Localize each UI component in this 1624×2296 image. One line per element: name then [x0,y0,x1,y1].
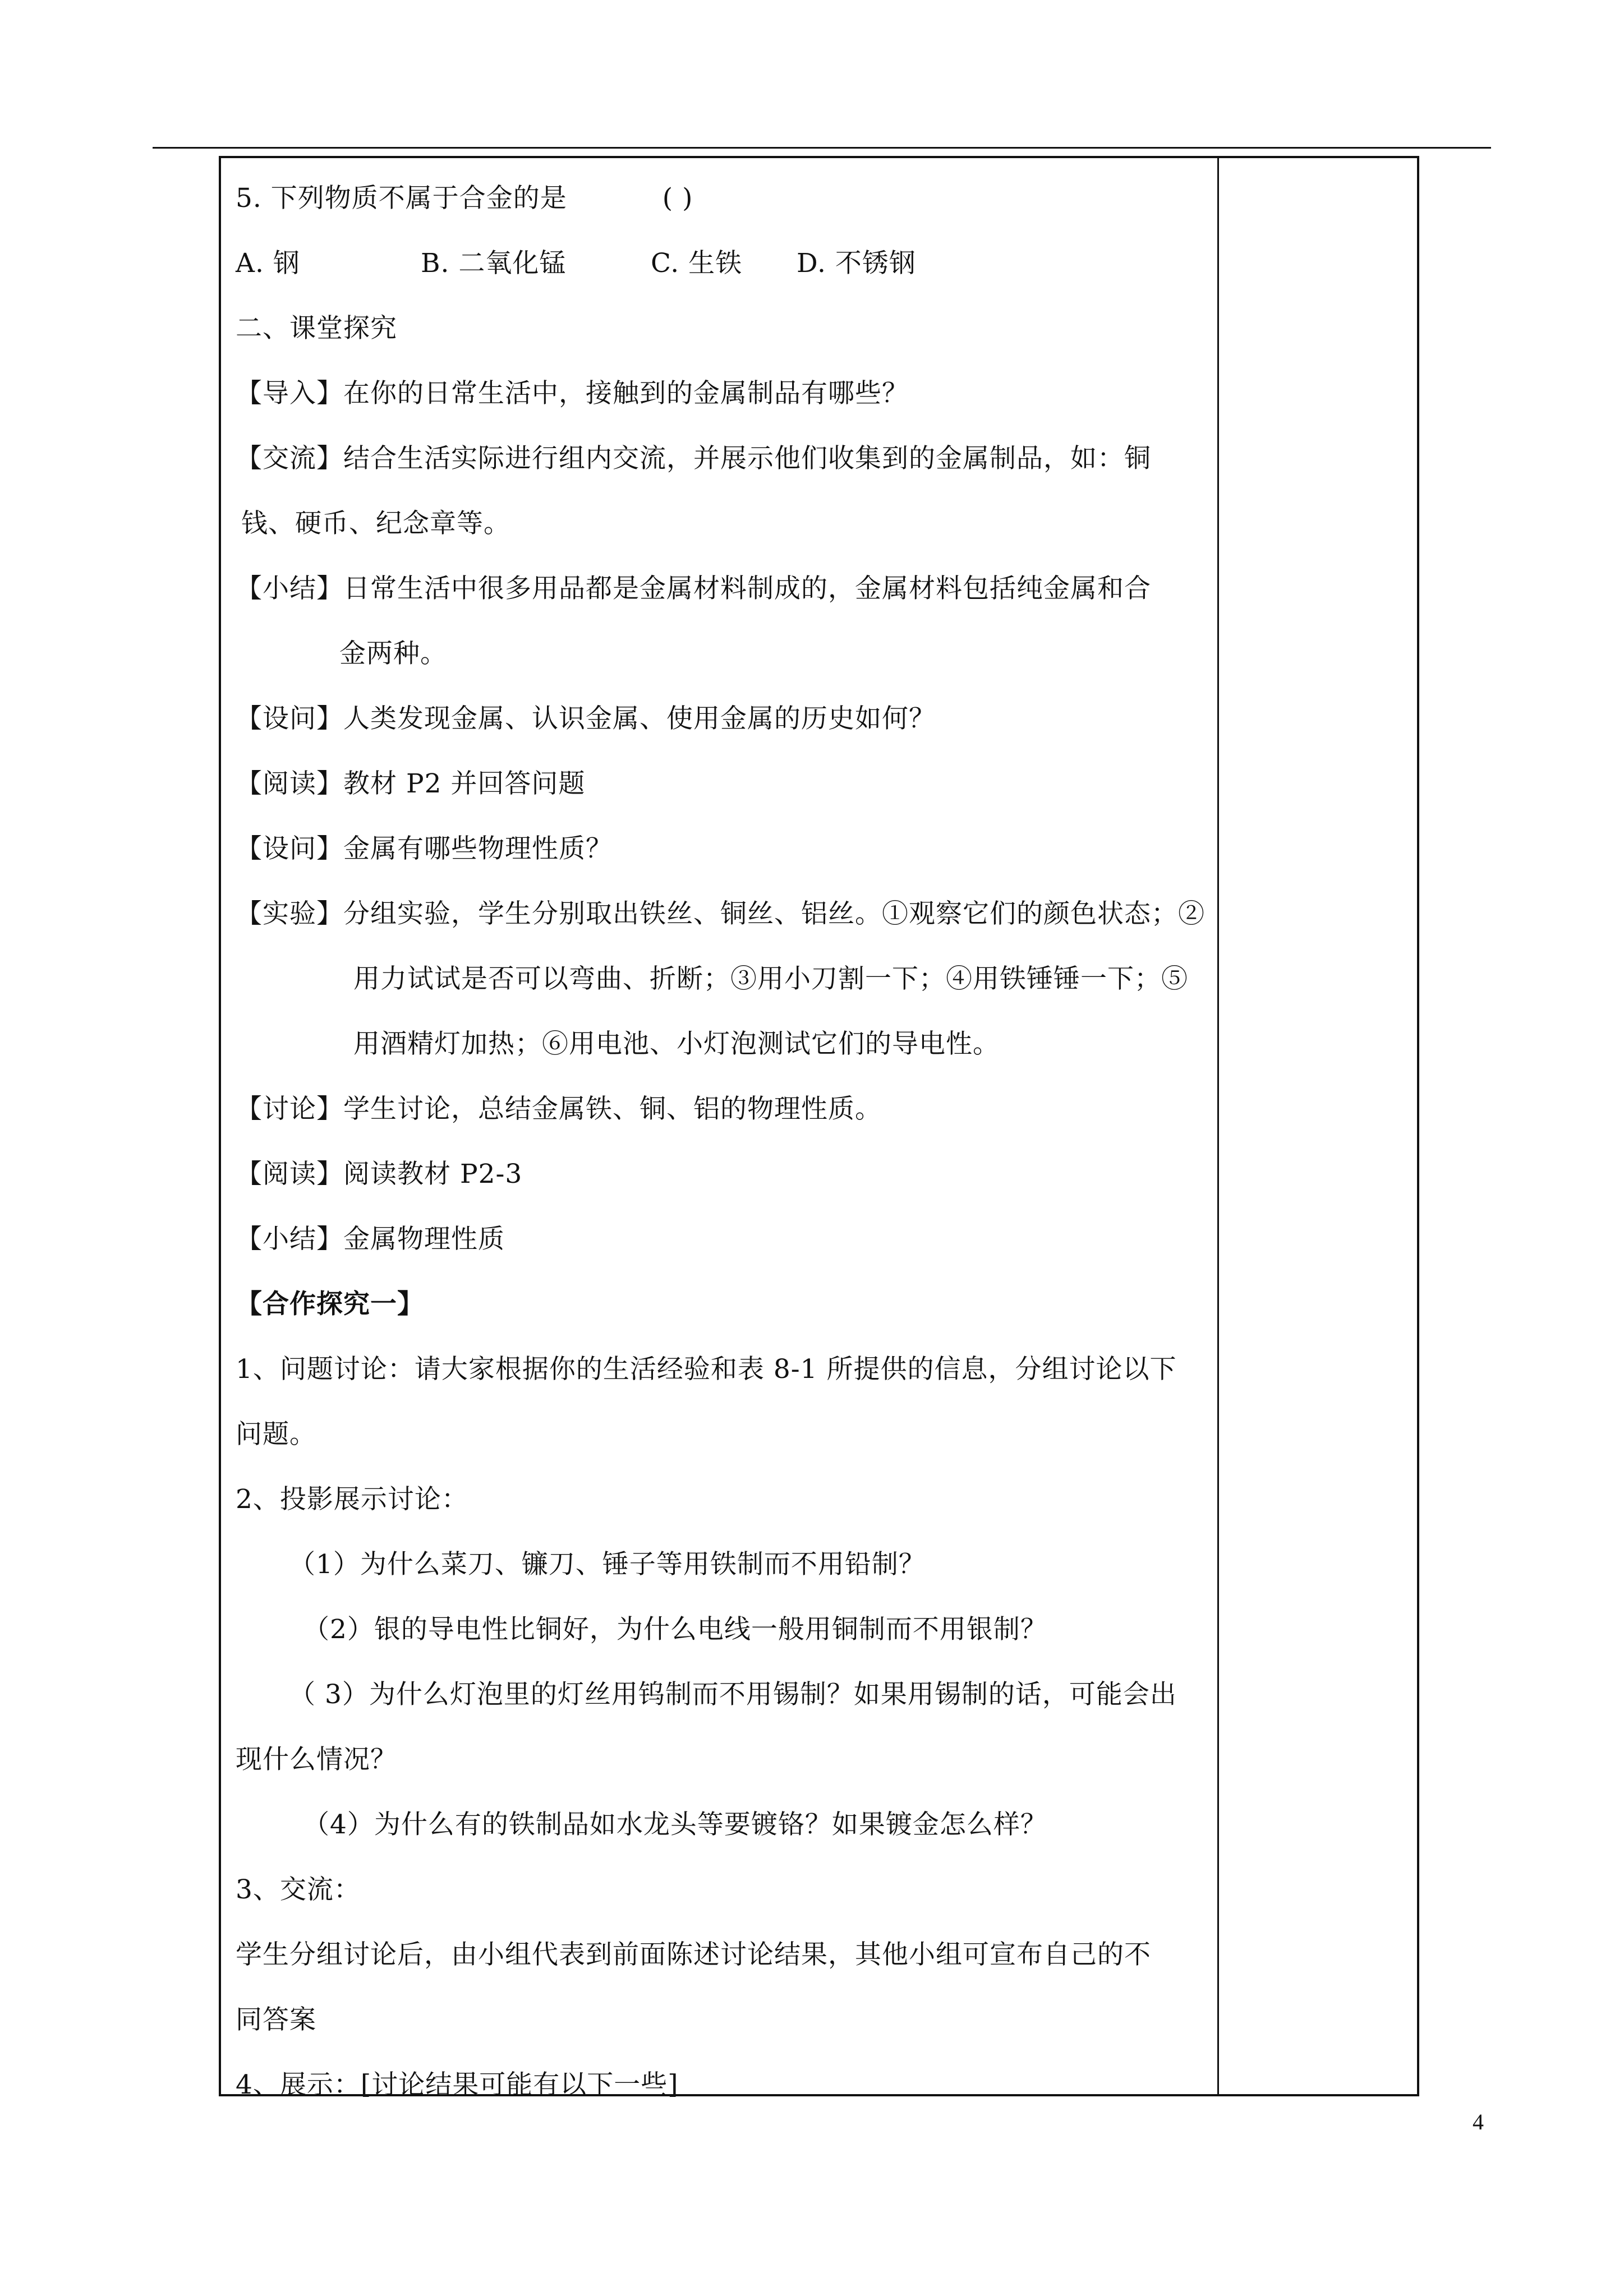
section-title: 二、课堂探究 [236,313,397,344]
option-c: C. 生铁 [651,248,743,279]
question-history-line: 【设问】人类发现金属、认识金属、使用金属的历史如何？ [236,703,936,734]
coop-exchange-title: 3、交流： [236,1874,361,1905]
question-5-text: 5. 下列物质不属于合金的是 [236,183,567,214]
coop-exchange-line-2: 同答案 [236,2004,316,2035]
page-number: 4 [1473,2109,1484,2134]
reading-line: 【阅读】教材 P2 并回答问题 [236,768,586,799]
summary-line-1: 【小结】日常生活中很多用品都是金属材料制成的，金属材料包括纯金属和合 [236,573,1151,604]
coop-exchange-line-1: 学生分组讨论后，由小组代表到前面陈述讨论结果，其他小组可宣布自己的不 [236,1939,1151,1970]
coop-question-2: （2）银的导电性比铜好，为什么电线一般用铜制而不用银制？ [303,1614,1047,1645]
column-divider [1217,156,1219,2096]
discussion-line: 【讨论】学生讨论，总结金属铁、铜、铝的物理性质。 [236,1094,882,1124]
option-a: A. 钢 [236,248,300,279]
experiment-line-3: 用酒精灯加热；⑥用电池、小灯泡测试它们的导电性。 [353,1029,1000,1059]
summary-line-2: 金两种。 [339,638,447,669]
coop-question-1: （1）为什么菜刀、镰刀、锤子等用铁制而不用铅制？ [289,1549,926,1580]
coop-display-line: 4、展示：[讨论结果可能有以下一些] [236,2069,679,2100]
answer-blank: ( ) [662,183,693,214]
reading-line-2: 【阅读】阅读教材 P2-3 [236,1159,523,1190]
experiment-line-1: 【实验】分组实验，学生分别取出铁丝、铜丝、铝丝。①观察它们的颜色状态；② [236,898,1205,929]
main-content-column [236,166,1206,2118]
coop-title: 【合作探究一】 [236,1289,424,1320]
exchange-line-2: 钱、硬币、纪念章等。 [241,508,510,539]
question-5-options [236,231,1206,296]
coop-line-3: 2、投影展示讨论： [236,1484,468,1515]
exchange-line-1: 【交流】结合生活实际进行组内交流，并展示他们收集到的金属制品，如：铜 [236,443,1151,474]
coop-line-1: 1、问题讨论：请大家根据你的生活经验和表 8-1 所提供的信息，分组讨论以下 [236,1354,1177,1385]
question-properties-line: 【设问】金属有哪些物理性质？ [236,833,613,864]
coop-line-2: 问题。 [236,1419,316,1450]
header-rule [153,147,1491,149]
coop-question-3: （ 3）为什么灯泡里的灯丝用钨制而不用锡制？如果用锡制的话，可能会出 [289,1679,1177,1710]
option-d: D. 不锈钢 [797,248,916,279]
question-5-stem [236,166,1206,231]
option-b: B. 二氧化锰 [421,248,567,279]
experiment-line-2: 用力试试是否可以弯曲、折断；③用小刀割一下；④用铁锤锤一下；⑤ [353,963,1188,994]
coop-question-4: （4）为什么有的铁制品如水龙头等要镀铬？如果镀金怎么样？ [303,1809,1047,1840]
coop-question-3-cont: 现什么情况？ [236,1744,397,1775]
summary-properties-line: 【小结】金属物理性质 [236,1224,505,1255]
intro-line: 【导入】在你的日常生活中，接触到的金属制品有哪些？ [236,378,909,409]
